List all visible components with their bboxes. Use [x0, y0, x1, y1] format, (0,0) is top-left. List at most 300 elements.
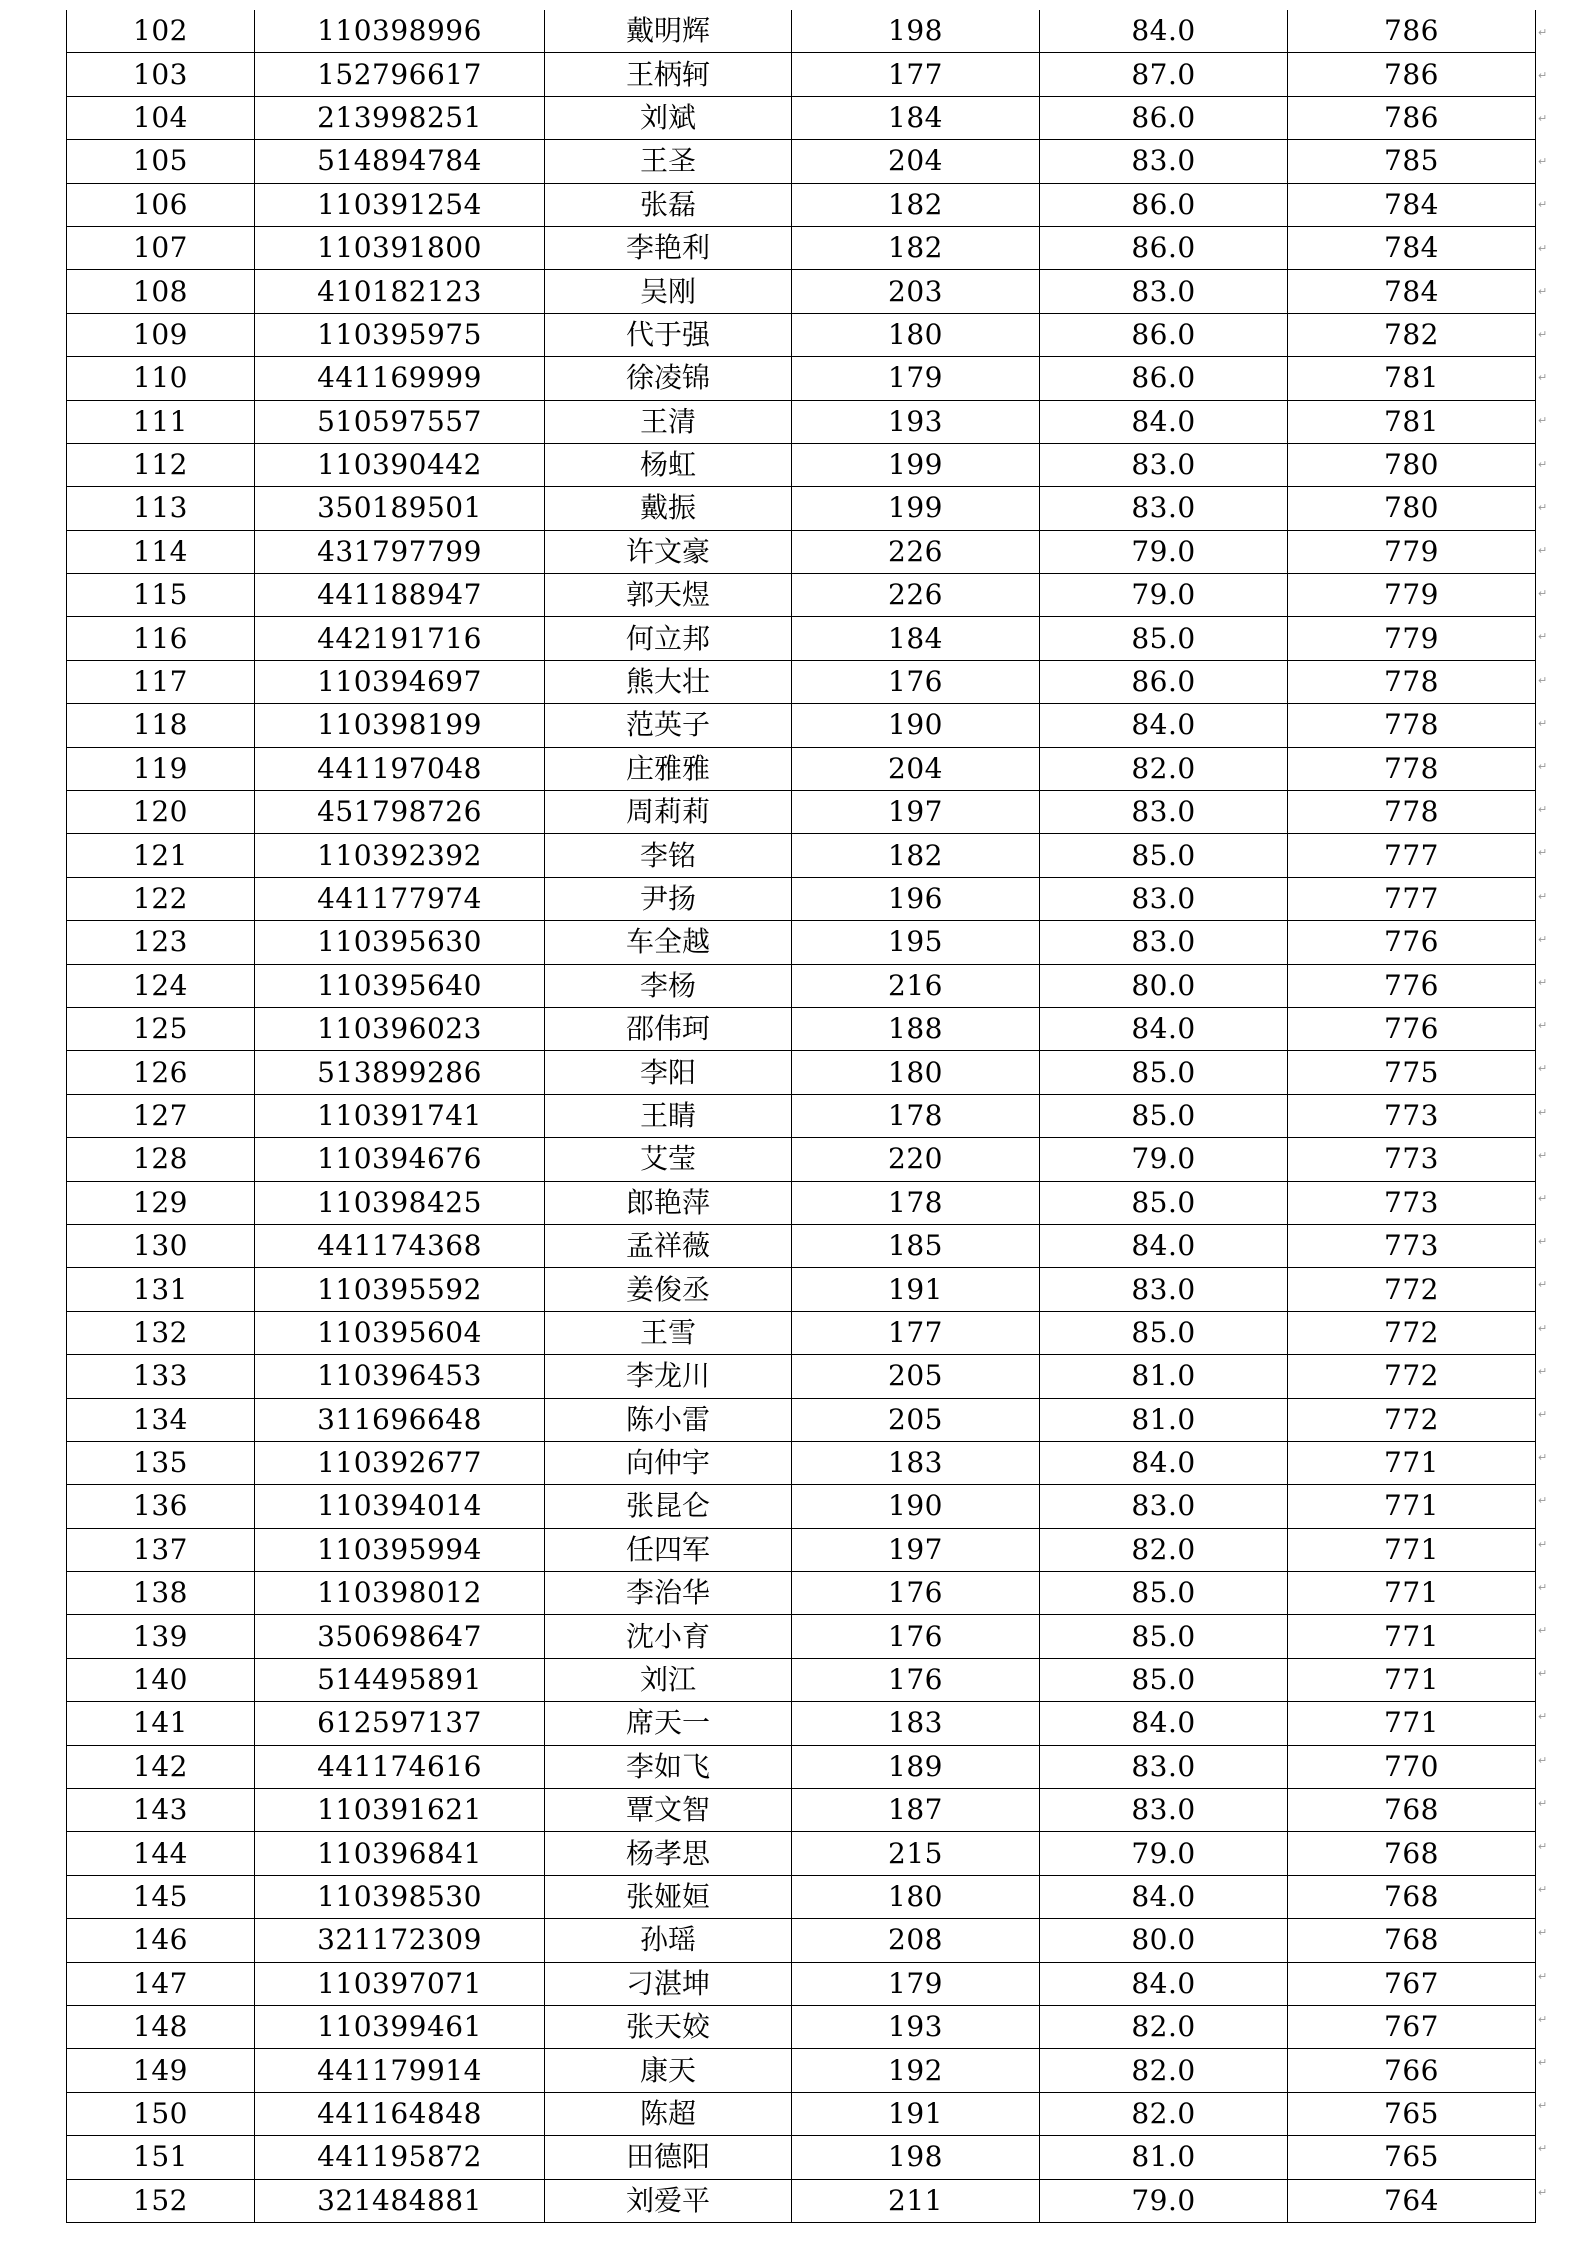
paragraph-mark: ↵ — [1538, 1624, 1548, 1637]
rank-cell: 126 — [67, 1051, 255, 1094]
score-b-cell: 85.0 — [1040, 834, 1288, 877]
total-score-cell: 786 — [1288, 10, 1536, 53]
paragraph-mark: ↵ — [1538, 284, 1548, 298]
score-a-cell: 182 — [792, 834, 1040, 877]
exam-id-cell: 110394014 — [255, 1485, 545, 1528]
total-score-cell: 771 — [1288, 1658, 1536, 1701]
exam-id-cell: 441174616 — [255, 1745, 545, 1788]
name-cell: 陈小雷 — [545, 1398, 792, 1441]
exam-id-cell: 441164848 — [255, 2092, 545, 2135]
table-row — [67, 834, 1536, 877]
score-b-cell: 85.0 — [1040, 1094, 1288, 1137]
exam-id-cell: 110398012 — [255, 1572, 545, 1615]
total-score-cell: 768 — [1288, 1832, 1536, 1875]
score-b-cell: 83.0 — [1040, 877, 1288, 920]
total-score-cell: 777 — [1288, 877, 1536, 920]
exam-id-cell: 110397071 — [255, 1962, 545, 2005]
table-row — [67, 1485, 1536, 1528]
exam-id-cell: 321172309 — [255, 1919, 545, 1962]
score-b-cell: 82.0 — [1040, 2049, 1288, 2092]
rank-cell: 136 — [67, 1485, 255, 1528]
rank-cell: 150 — [67, 2092, 255, 2135]
score-b-cell: 79.0 — [1040, 2179, 1288, 2222]
rank-cell: 124 — [67, 964, 255, 1007]
score-a-cell: 185 — [792, 1224, 1040, 1267]
total-score-cell: 765 — [1288, 2092, 1536, 2135]
rank-cell: 137 — [67, 1528, 255, 1571]
table-row — [67, 270, 1536, 313]
exam-id-cell: 110395640 — [255, 964, 545, 1007]
rank-cell: 125 — [67, 1007, 255, 1050]
rank-cell: 115 — [67, 574, 255, 617]
exam-id-cell: 110395592 — [255, 1268, 545, 1311]
paragraph-mark: ↵ — [1538, 1235, 1548, 1249]
total-score-cell: 778 — [1288, 747, 1536, 790]
score-a-cell: 195 — [792, 921, 1040, 964]
rank-cell: 134 — [67, 1398, 255, 1441]
score-a-cell: 198 — [792, 2136, 1040, 2179]
score-a-cell: 197 — [792, 791, 1040, 834]
paragraph-mark: ↵ — [1538, 716, 1548, 730]
name-cell: 李治华 — [545, 1572, 792, 1615]
score-a-cell: 211 — [792, 2179, 1040, 2222]
total-score-cell: 771 — [1288, 1615, 1536, 1658]
table-row — [67, 96, 1536, 139]
total-score-cell: 773 — [1288, 1138, 1536, 1181]
table-row — [67, 2005, 1536, 2048]
total-score-cell: 776 — [1288, 921, 1536, 964]
total-score-cell: 766 — [1288, 2049, 1536, 2092]
rank-cell: 122 — [67, 877, 255, 920]
total-score-cell: 768 — [1288, 1789, 1536, 1832]
score-a-cell: 177 — [792, 53, 1040, 96]
paragraph-mark: ↵ — [1538, 846, 1548, 860]
total-score-cell: 786 — [1288, 53, 1536, 96]
score-a-cell: 179 — [792, 357, 1040, 400]
total-score-cell: 767 — [1288, 2005, 1536, 2048]
name-cell: 张磊 — [545, 183, 792, 226]
table-row — [67, 10, 1536, 53]
score-b-cell: 83.0 — [1040, 140, 1288, 183]
paragraph-mark: ↵ — [1538, 1840, 1548, 1853]
name-cell: 李铭 — [545, 834, 792, 877]
name-cell: 戴振 — [545, 487, 792, 530]
paragraph-mark: ↵ — [1538, 457, 1548, 471]
paragraph-mark: ↵ — [1538, 1969, 1548, 1983]
name-cell: 孙瑶 — [545, 1919, 792, 1962]
total-score-cell: 780 — [1288, 443, 1536, 486]
name-cell: 熊大壮 — [545, 660, 792, 703]
paragraph-mark: ↵ — [1538, 1537, 1548, 1551]
total-score-cell: 779 — [1288, 530, 1536, 573]
score-b-cell: 82.0 — [1040, 1528, 1288, 1571]
total-score-cell: 776 — [1288, 964, 1536, 1007]
score-table — [66, 10, 1536, 2223]
rank-cell: 149 — [67, 2049, 255, 2092]
paragraph-mark: ↵ — [1538, 976, 1548, 989]
name-cell: 周莉莉 — [545, 791, 792, 834]
total-score-cell: 773 — [1288, 1094, 1536, 1137]
paragraph-mark: ↵ — [1538, 2185, 1548, 2199]
total-score-cell: 778 — [1288, 704, 1536, 747]
exam-id-cell: 110391254 — [255, 183, 545, 226]
score-a-cell: 189 — [792, 1745, 1040, 1788]
paragraph-mark: ↵ — [1538, 932, 1548, 946]
name-cell: 田德阳 — [545, 2136, 792, 2179]
name-cell: 戴明辉 — [545, 10, 792, 53]
score-a-cell: 193 — [792, 2005, 1040, 2048]
score-a-cell: 203 — [792, 270, 1040, 313]
exam-id-cell: 441177974 — [255, 877, 545, 920]
paragraph-mark: ↵ — [1538, 1364, 1548, 1378]
score-b-cell: 83.0 — [1040, 1485, 1288, 1528]
total-score-cell: 773 — [1288, 1181, 1536, 1224]
paragraph-mark: ↵ — [1538, 1926, 1548, 1940]
score-a-cell: 178 — [792, 1181, 1040, 1224]
score-a-cell: 205 — [792, 1355, 1040, 1398]
total-score-cell: 778 — [1288, 791, 1536, 834]
rank-cell: 133 — [67, 1355, 255, 1398]
score-a-cell: 215 — [792, 1832, 1040, 1875]
name-cell: 向仲宇 — [545, 1441, 792, 1484]
table-row — [67, 2092, 1536, 2135]
name-cell: 何立邦 — [545, 617, 792, 660]
table-row — [67, 617, 1536, 660]
score-b-cell: 85.0 — [1040, 617, 1288, 660]
score-b-cell: 79.0 — [1040, 530, 1288, 573]
table-row — [67, 1832, 1536, 1875]
exam-id-cell: 441174368 — [255, 1224, 545, 1267]
exam-id-cell: 410182123 — [255, 270, 545, 313]
score-b-cell: 82.0 — [1040, 2005, 1288, 2048]
total-score-cell: 779 — [1288, 617, 1536, 660]
total-score-cell: 771 — [1288, 1572, 1536, 1615]
rank-cell: 135 — [67, 1441, 255, 1484]
paragraph-mark: ↵ — [1538, 2142, 1548, 2156]
total-score-cell: 777 — [1288, 834, 1536, 877]
table-row — [67, 313, 1536, 356]
score-b-cell: 80.0 — [1040, 964, 1288, 1007]
paragraph-mark: ↵ — [1538, 1580, 1548, 1594]
exam-id-cell: 514495891 — [255, 1658, 545, 1701]
exam-id-cell: 110398425 — [255, 1181, 545, 1224]
score-a-cell: 220 — [792, 1138, 1040, 1181]
score-a-cell: 176 — [792, 660, 1040, 703]
name-cell: 孟祥薇 — [545, 1224, 792, 1267]
table-row — [67, 1007, 1536, 1050]
score-a-cell: 180 — [792, 313, 1040, 356]
table-row — [67, 791, 1536, 834]
score-b-cell: 87.0 — [1040, 53, 1288, 96]
score-b-cell: 79.0 — [1040, 574, 1288, 617]
rank-cell: 147 — [67, 1962, 255, 2005]
table-row — [67, 1919, 1536, 1962]
rank-cell: 152 — [67, 2179, 255, 2222]
table-row — [67, 1094, 1536, 1137]
paragraph-mark: ↵ — [1538, 1494, 1548, 1508]
score-a-cell: 176 — [792, 1572, 1040, 1615]
score-a-cell: 199 — [792, 487, 1040, 530]
score-a-cell: 204 — [792, 747, 1040, 790]
score-b-cell: 84.0 — [1040, 1441, 1288, 1484]
name-cell: 许文豪 — [545, 530, 792, 573]
paragraph-mark: ↵ — [1538, 112, 1548, 125]
score-b-cell: 85.0 — [1040, 1311, 1288, 1354]
name-cell: 吴刚 — [545, 270, 792, 313]
table-row — [67, 704, 1536, 747]
rank-cell: 128 — [67, 1138, 255, 1181]
exam-id-cell: 513899286 — [255, 1051, 545, 1094]
table-row — [67, 530, 1536, 573]
score-a-cell: 177 — [792, 1311, 1040, 1354]
rank-cell: 145 — [67, 1875, 255, 1918]
rank-cell: 112 — [67, 443, 255, 486]
table-row — [67, 1398, 1536, 1441]
score-a-cell: 179 — [792, 1962, 1040, 2005]
exam-id-cell: 321484881 — [255, 2179, 545, 2222]
rank-cell: 146 — [67, 1919, 255, 1962]
score-a-cell: 183 — [792, 1702, 1040, 1745]
score-b-cell: 83.0 — [1040, 1268, 1288, 1311]
score-b-cell: 81.0 — [1040, 1355, 1288, 1398]
score-a-cell: 196 — [792, 877, 1040, 920]
table-row — [67, 183, 1536, 226]
name-cell: 王雪 — [545, 1311, 792, 1354]
name-cell: 郭天煜 — [545, 574, 792, 617]
score-b-cell: 81.0 — [1040, 1398, 1288, 1441]
total-score-cell: 768 — [1288, 1875, 1536, 1918]
table-row — [67, 2179, 1536, 2222]
rank-cell: 103 — [67, 53, 255, 96]
rank-cell: 120 — [67, 791, 255, 834]
table-row — [67, 140, 1536, 183]
name-cell: 张昆仑 — [545, 1485, 792, 1528]
score-a-cell: 187 — [792, 1789, 1040, 1832]
score-a-cell: 190 — [792, 1485, 1040, 1528]
exam-id-cell: 110399461 — [255, 2005, 545, 2048]
score-a-cell: 197 — [792, 1528, 1040, 1571]
name-cell: 刘爱平 — [545, 2179, 792, 2222]
score-a-cell: 188 — [792, 1007, 1040, 1050]
table-row — [67, 2136, 1536, 2179]
table-row — [67, 574, 1536, 617]
score-a-cell: 176 — [792, 1615, 1040, 1658]
table-row — [67, 1355, 1536, 1398]
score-b-cell: 79.0 — [1040, 1832, 1288, 1875]
rank-cell: 102 — [67, 10, 255, 53]
rank-cell: 138 — [67, 1572, 255, 1615]
exam-id-cell: 213998251 — [255, 96, 545, 139]
score-a-cell: 184 — [792, 96, 1040, 139]
rank-cell: 110 — [67, 357, 255, 400]
exam-id-cell: 110390442 — [255, 443, 545, 486]
score-b-cell: 80.0 — [1040, 1919, 1288, 1962]
paragraph-mark: ↵ — [1538, 1753, 1548, 1767]
exam-id-cell: 110392677 — [255, 1441, 545, 1484]
rank-cell: 108 — [67, 270, 255, 313]
table-row — [67, 1962, 1536, 2005]
paragraph-mark: ↵ — [1538, 760, 1548, 773]
score-a-cell: 199 — [792, 443, 1040, 486]
name-cell: 车全越 — [545, 921, 792, 964]
total-score-cell: 785 — [1288, 140, 1536, 183]
rank-cell: 116 — [67, 617, 255, 660]
score-b-cell: 86.0 — [1040, 313, 1288, 356]
total-score-cell: 772 — [1288, 1311, 1536, 1354]
score-a-cell: 190 — [792, 704, 1040, 747]
score-b-cell: 83.0 — [1040, 1789, 1288, 1832]
score-b-cell: 83.0 — [1040, 921, 1288, 964]
score-b-cell: 84.0 — [1040, 1007, 1288, 1050]
table-row — [67, 1224, 1536, 1267]
score-a-cell: 216 — [792, 964, 1040, 1007]
score-a-cell: 204 — [792, 140, 1040, 183]
score-a-cell: 226 — [792, 530, 1040, 573]
total-score-cell: 775 — [1288, 1051, 1536, 1094]
score-b-cell: 83.0 — [1040, 791, 1288, 834]
score-b-cell: 81.0 — [1040, 2136, 1288, 2179]
table-row — [67, 877, 1536, 920]
paragraph-mark: ↵ — [1538, 1321, 1548, 1335]
table-row — [67, 53, 1536, 96]
paragraph-mark: ↵ — [1538, 25, 1548, 39]
rank-cell: 113 — [67, 487, 255, 530]
table-row — [67, 1528, 1536, 1571]
exam-id-cell: 110395630 — [255, 921, 545, 964]
score-a-cell: 193 — [792, 400, 1040, 443]
exam-id-cell: 110398996 — [255, 10, 545, 53]
score-a-cell: 183 — [792, 1441, 1040, 1484]
exam-id-cell: 110391800 — [255, 226, 545, 269]
exam-id-cell: 110398199 — [255, 704, 545, 747]
total-score-cell: 782 — [1288, 313, 1536, 356]
name-cell: 李艳利 — [545, 226, 792, 269]
total-score-cell: 772 — [1288, 1398, 1536, 1441]
exam-id-cell: 110398530 — [255, 1875, 545, 1918]
name-cell: 任四军 — [545, 1528, 792, 1571]
score-b-cell: 84.0 — [1040, 400, 1288, 443]
score-a-cell: 180 — [792, 1051, 1040, 1094]
paragraph-mark: ↵ — [1538, 1148, 1548, 1162]
table-row — [67, 1875, 1536, 1918]
paragraph-mark: ↵ — [1538, 1451, 1548, 1465]
name-cell: 王清 — [545, 400, 792, 443]
score-b-cell: 85.0 — [1040, 1615, 1288, 1658]
exam-id-cell: 441169999 — [255, 357, 545, 400]
exam-id-cell: 350189501 — [255, 487, 545, 530]
rank-cell: 107 — [67, 226, 255, 269]
paragraph-mark: ↵ — [1538, 630, 1548, 644]
score-a-cell: 191 — [792, 1268, 1040, 1311]
rank-cell: 131 — [67, 1268, 255, 1311]
total-score-cell: 772 — [1288, 1355, 1536, 1398]
score-a-cell: 176 — [792, 1658, 1040, 1701]
score-b-cell: 85.0 — [1040, 1181, 1288, 1224]
exam-id-cell: 110396453 — [255, 1355, 545, 1398]
paragraph-mark: ↵ — [1538, 2012, 1548, 2026]
table-row — [67, 1268, 1536, 1311]
rank-cell: 119 — [67, 747, 255, 790]
paragraph-mark: ↵ — [1538, 544, 1548, 557]
total-score-cell: 768 — [1288, 1919, 1536, 1962]
paragraph-mark: ↵ — [1538, 68, 1548, 82]
paragraph-mark: ↵ — [1538, 1667, 1548, 1681]
total-score-cell: 786 — [1288, 96, 1536, 139]
table-row — [67, 1138, 1536, 1181]
exam-id-cell: 110394697 — [255, 660, 545, 703]
rank-cell: 144 — [67, 1832, 255, 1875]
rank-cell: 111 — [67, 400, 255, 443]
total-score-cell: 772 — [1288, 1268, 1536, 1311]
paragraph-mark: ↵ — [1538, 1192, 1548, 1205]
exam-id-cell: 110394676 — [255, 1138, 545, 1181]
rank-cell: 106 — [67, 183, 255, 226]
name-cell: 李杨 — [545, 964, 792, 1007]
score-b-cell: 84.0 — [1040, 704, 1288, 747]
total-score-cell: 767 — [1288, 1962, 1536, 2005]
name-cell: 陈超 — [545, 2092, 792, 2135]
score-b-cell: 84.0 — [1040, 1962, 1288, 2005]
exam-id-cell: 442191716 — [255, 617, 545, 660]
score-b-cell: 82.0 — [1040, 2092, 1288, 2135]
score-b-cell: 83.0 — [1040, 487, 1288, 530]
total-score-cell: 771 — [1288, 1441, 1536, 1484]
name-cell: 刘斌 — [545, 96, 792, 139]
name-cell: 康天 — [545, 2049, 792, 2092]
rank-cell: 118 — [67, 704, 255, 747]
paragraph-mark: ↵ — [1538, 1796, 1548, 1810]
name-cell: 沈小育 — [545, 1615, 792, 1658]
total-score-cell: 784 — [1288, 183, 1536, 226]
paragraph-mark: ↵ — [1538, 500, 1548, 514]
name-cell: 李龙川 — [545, 1355, 792, 1398]
name-cell: 席天一 — [545, 1702, 792, 1745]
paragraph-mark: ↵ — [1538, 1019, 1548, 1033]
score-b-cell: 84.0 — [1040, 1224, 1288, 1267]
score-a-cell: 180 — [792, 1875, 1040, 1918]
name-cell: 姜俊丞 — [545, 1268, 792, 1311]
exam-id-cell: 110395994 — [255, 1528, 545, 1571]
exam-id-cell: 110391741 — [255, 1094, 545, 1137]
paragraph-mark: ↵ — [1538, 198, 1548, 212]
name-cell: 张天姣 — [545, 2005, 792, 2048]
rank-cell: 129 — [67, 1181, 255, 1224]
score-b-cell: 84.0 — [1040, 1702, 1288, 1745]
exam-id-cell: 311696648 — [255, 1398, 545, 1441]
rank-cell: 148 — [67, 2005, 255, 2048]
total-score-cell: 780 — [1288, 487, 1536, 530]
exam-id-cell: 441188947 — [255, 574, 545, 617]
paragraph-mark: ↵ — [1538, 2099, 1548, 2113]
rank-cell: 127 — [67, 1094, 255, 1137]
rank-cell: 142 — [67, 1745, 255, 1788]
table-row — [67, 964, 1536, 1007]
table-row — [67, 921, 1536, 964]
exam-id-cell: 110395975 — [255, 313, 545, 356]
paragraph-mark: ↵ — [1538, 889, 1548, 903]
exam-id-cell: 451798726 — [255, 791, 545, 834]
table-row — [67, 1615, 1536, 1658]
score-b-cell: 85.0 — [1040, 1658, 1288, 1701]
name-cell: 郎艳萍 — [545, 1181, 792, 1224]
total-score-cell: 781 — [1288, 357, 1536, 400]
paragraph-mark: ↵ — [1538, 803, 1548, 817]
score-a-cell: 192 — [792, 2049, 1040, 2092]
exam-id-cell: 110392392 — [255, 834, 545, 877]
score-b-cell: 82.0 — [1040, 747, 1288, 790]
exam-id-cell: 152796617 — [255, 53, 545, 96]
score-a-cell: 198 — [792, 10, 1040, 53]
